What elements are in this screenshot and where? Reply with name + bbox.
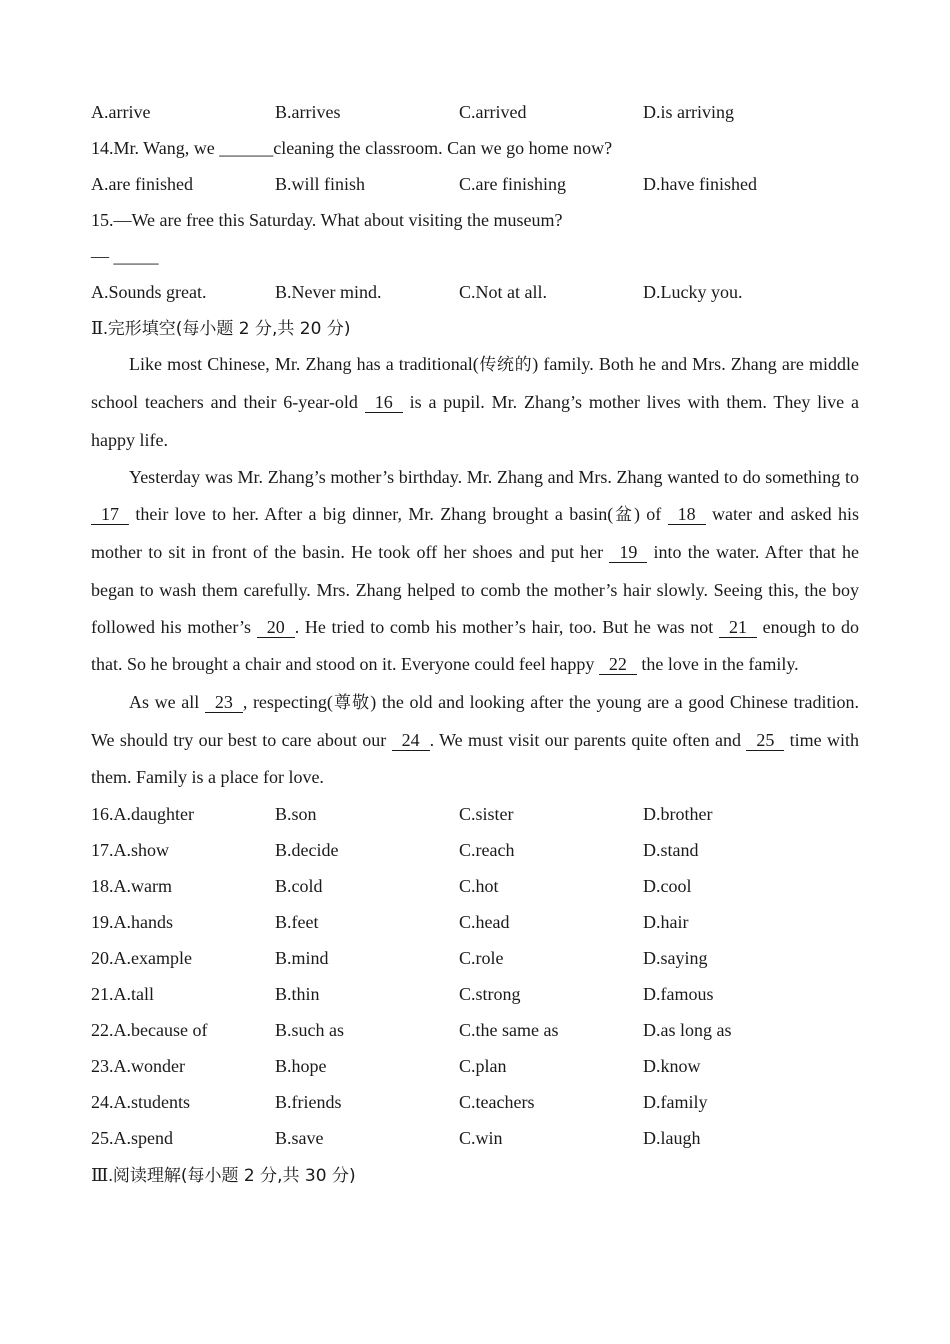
option-c: C.head [459,912,510,933]
option-c: C.plan [459,1056,507,1077]
option-b: B.save [275,1128,324,1149]
q14-stem: 14.Mr. Wang, we ______cleaning the classroom. Can we go home now? [91,138,613,158]
option-b: B.feet [275,912,319,933]
passage-text: enough to do that. So he brought a chair and stood on it. Everyone could feel happy [91,617,859,675]
option-d: D.know [643,1056,701,1077]
q15-reply: — _____ [91,246,159,266]
cloze-question-18 [91,869,859,905]
passage-paragraph-1 [91,346,859,459]
option-b: B.such as [275,1020,344,1041]
blank-22: 22 [599,654,637,675]
q14-options [91,166,859,202]
option-c: C.reach [459,840,515,861]
blank-21: 21 [719,617,757,638]
passage-text: As we all [129,691,205,712]
option-c: C.role [459,948,504,969]
option-c: C.sister [459,804,514,825]
cloze-question-list [91,797,859,1157]
blank-17: 17 [91,504,129,525]
q15-option-a: A.Sounds great. [91,281,207,302]
option-b: B.friends [275,1092,342,1113]
passage-text: is a pupil. Mr. Zhang’s mother lives with them. They live a happy life. [91,392,860,450]
q14-option-c: C.are finishing [459,173,566,194]
q14-option-b: B.will finish [275,173,366,194]
passage-paragraph-3 [91,684,859,797]
option-b: B.decide [275,840,339,861]
q13-options [91,94,859,130]
cloze-question-19 [91,905,859,941]
gloss-cn: 盆 [613,505,634,526]
option-b: B.hope [275,1056,327,1077]
passage-text: into the water. After that he began to wash them carefully. Mrs. Zhang helped to comb the mother’s hair slowly. Seeing this, the boy followed his mother’s [91,542,860,638]
section2-title: 完形填空(每小题 2 分,共 20 分) [107,319,351,339]
section2-heading [91,310,859,346]
cloze-question-17 [91,833,859,869]
option-d: D.saying [643,948,708,969]
q15-stem: 15.—We are free this Saturday. What about visiting the museum? [91,210,563,230]
option-c: C.hot [459,876,499,897]
cloze-question-23 [91,1049,859,1085]
option-b: B.thin [275,984,320,1005]
q15-option-d: D.Lucky you. [643,281,743,302]
option-a: 20.A.example [91,948,192,969]
option-a: 23.A.wonder [91,1056,185,1077]
section3-title: 阅读理解(每小题 2 分,共 30 分) [112,1165,356,1186]
blank-24: 24 [392,730,430,751]
gloss-cn: 传统的 [478,355,533,375]
cloze-question-21 [91,977,859,1013]
blank-23: 23 [205,692,243,713]
gloss-cn: 尊敬 [332,692,371,713]
cloze-question-24 [91,1085,859,1121]
option-c: C.the same as [459,1020,559,1041]
cloze-question-16 [91,797,859,833]
passage-text: their love to her. After a big dinner, Mr. Zhang brought a basin( [129,504,614,525]
blank-19: 19 [609,542,647,563]
option-d: D.hair [643,912,689,933]
option-d: D.family [643,1092,708,1113]
option-d: D.brother [643,804,713,825]
passage-text: water and asked his mother to sit in front of the basin. He took off her shoes and put her [91,504,859,563]
passage-text: ) the old and looking after the young are a good Chinese tradition. We should try our best to care about our [91,691,859,750]
option-c: C.win [459,1128,503,1149]
passage-text: . We must visit our parents quite often and [429,729,747,750]
option-d: D.laugh [643,1128,701,1149]
option-d: D.stand [643,840,699,861]
cloze-question-20 [91,941,859,977]
section3-heading [91,1157,859,1193]
blank-20: 20 [257,617,295,638]
passage-paragraph-2 [91,459,859,684]
option-d: D.as long as [643,1020,732,1041]
blank-16: 16 [365,392,403,413]
q15-option-b: B.Never mind. [275,281,382,302]
passage-text: Like most Chinese, Mr. Zhang has a traditional( [129,354,479,374]
q14-option-a: A.are finished [91,173,193,194]
exam-page [91,94,859,1193]
option-a: 17.A.show [91,840,170,861]
passage-text: , respecting( [242,691,333,712]
option-a: 19.A.hands [91,912,173,933]
section2-roman: Ⅱ. [91,318,108,338]
q13-option-c: C.arrived [459,101,527,122]
passage-text: Yesterday was Mr. Zhang’s mother’s birthday. Mr. Zhang and Mrs. Zhang wanted to do something to [129,466,859,487]
option-a: 16.A.daughter [91,804,194,825]
option-c: C.teachers [459,1092,535,1113]
option-a: 21.A.tall [91,984,154,1005]
option-b: B.son [275,804,317,825]
q15-options [91,274,859,310]
q15-option-c: C.Not at all. [459,281,547,302]
option-b: B.cold [275,876,323,897]
option-a: 25.A.spend [91,1128,173,1149]
option-d: D.cool [643,876,692,897]
q13-option-b: B.arrives [275,101,341,122]
passage-text: time with them. Family is a place for love. [91,729,859,788]
passage-text: . He tried to comb his mother’s hair, too. But he was not [294,617,719,638]
passage-text: ) of [633,504,668,525]
option-a: 22.A.because of [91,1020,208,1041]
cloze-question-25 [91,1121,859,1157]
cloze-question-22 [91,1013,859,1049]
section3-roman: Ⅲ. [91,1164,113,1185]
q13-option-d: D.is arriving [643,101,734,122]
option-a: 18.A.warm [91,876,172,897]
option-a: 24.A.students [91,1092,190,1113]
blank-18: 18 [668,504,706,525]
option-b: B.mind [275,948,329,969]
passage-text: ) family. Both he and Mrs. Zhang are middle school teachers and their 6-year-old [91,354,860,413]
blank-25: 25 [746,730,784,751]
passage-text: the love in the family. [636,654,799,675]
q14-option-d: D.have finished [643,173,757,194]
option-c: C.strong [459,984,521,1005]
option-d: D.famous [643,984,714,1005]
q13-option-a: A.arrive [91,101,151,122]
